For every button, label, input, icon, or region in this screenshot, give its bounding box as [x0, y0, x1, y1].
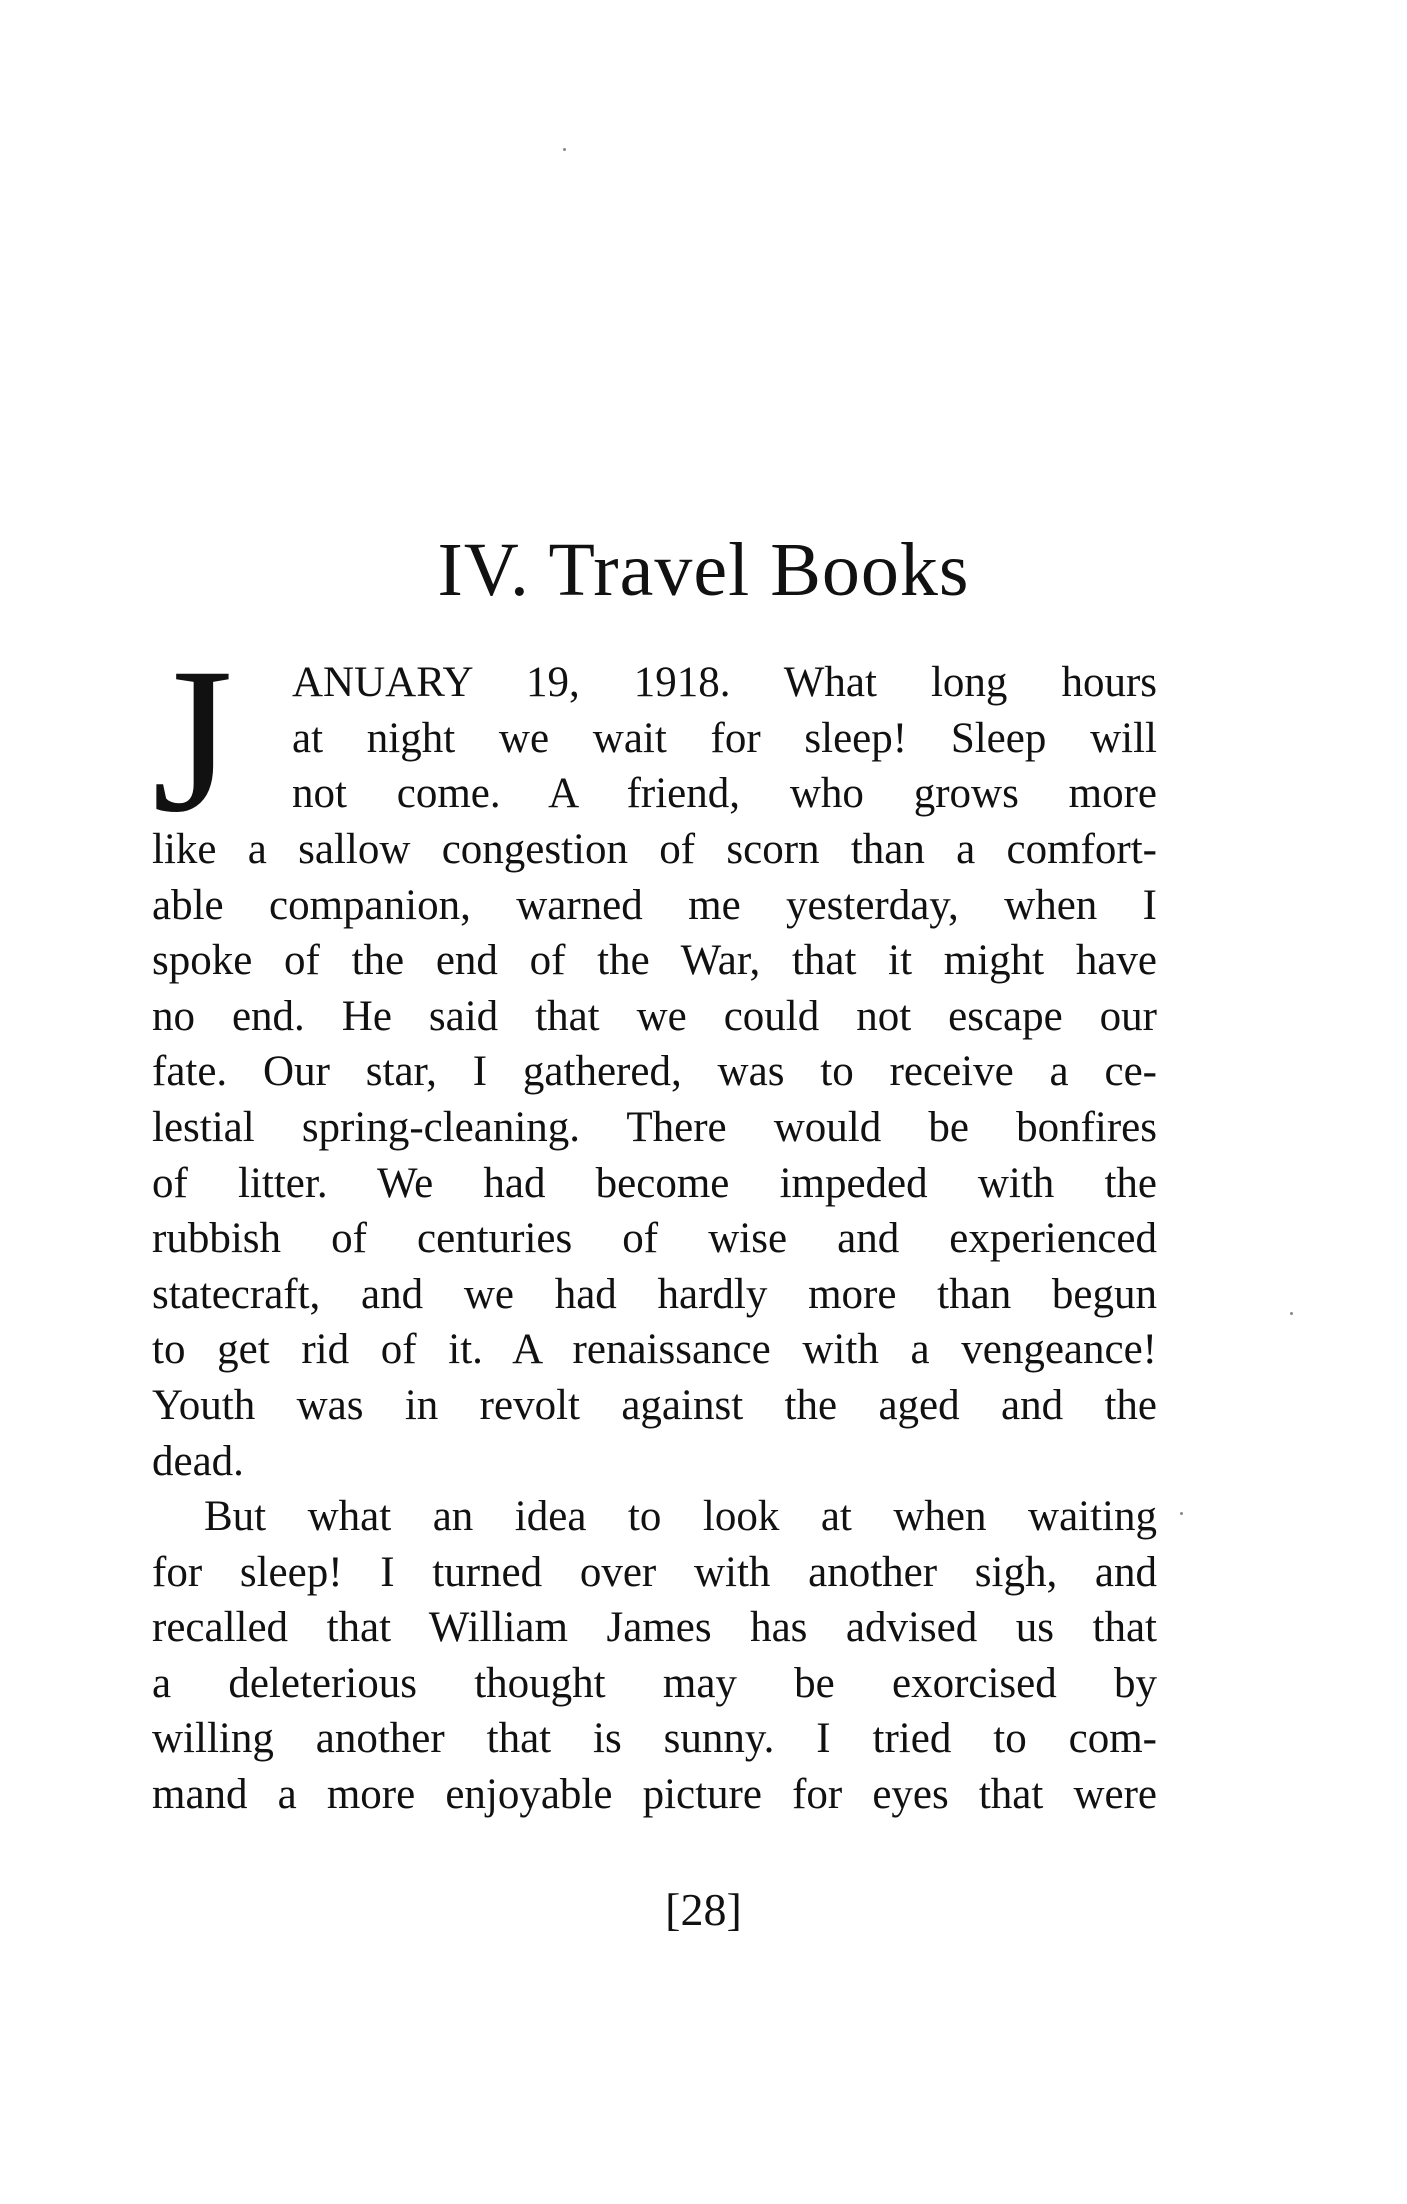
paper-speck — [1290, 1312, 1293, 1315]
text-line: dead. — [152, 1437, 244, 1485]
text-line: no end. He said that we could not escape our — [152, 992, 1157, 1040]
page-number: [28] — [665, 1884, 742, 1935]
text-line: lestial spring-cleaning. There would be bonfires — [152, 1103, 1157, 1151]
text-line: willing another that is sunny. I tried to com- — [152, 1715, 1157, 1763]
paragraph-1 — [152, 822, 1157, 1489]
drop-cap: J — [152, 625, 233, 855]
paper-speck — [563, 148, 566, 151]
text-line: Youth was in revolt against the aged and the — [152, 1381, 1157, 1429]
text-line: mand a more enjoyable picture for eyes that were — [152, 1770, 1157, 1818]
text-line: ANUARY 19, 1918. What long hours — [292, 659, 1157, 706]
text-line: a deleterious thought may be exorcised by — [152, 1659, 1157, 1707]
text-line: rubbish of centuries of wise and experienced — [152, 1215, 1157, 1263]
text-line: spoke of the end of the War, that it might have — [152, 937, 1157, 985]
text-line: recalled that William James has advised us that — [152, 1604, 1157, 1652]
text-line: for sleep! I turned over with another sigh, and — [152, 1548, 1157, 1596]
paper-speck — [1180, 1512, 1183, 1515]
paragraph-2 — [152, 1489, 1157, 1823]
text-line: But what an idea to look at when waiting — [204, 1493, 1157, 1540]
chapter-title: IV. Travel Books — [437, 528, 970, 612]
text-line: to get rid of it. A renaissance with a vengeance! — [152, 1326, 1157, 1374]
text-line: at night we wait for sleep! Sleep will — [292, 714, 1157, 762]
text-line: statecraft, and we had hardly more than begun — [152, 1270, 1157, 1318]
text-line: fate. Our star, I gathered, was to receive a ce- — [152, 1048, 1157, 1096]
text-line: not come. A friend, who grows more — [292, 770, 1157, 818]
text-line: able companion, warned me yesterday, when I — [152, 881, 1157, 929]
opening-lines — [292, 655, 1157, 822]
text-line: like a sallow congestion of scorn than a comfort- — [152, 826, 1157, 873]
text-line: of litter. We had become impeded with the — [152, 1159, 1157, 1207]
